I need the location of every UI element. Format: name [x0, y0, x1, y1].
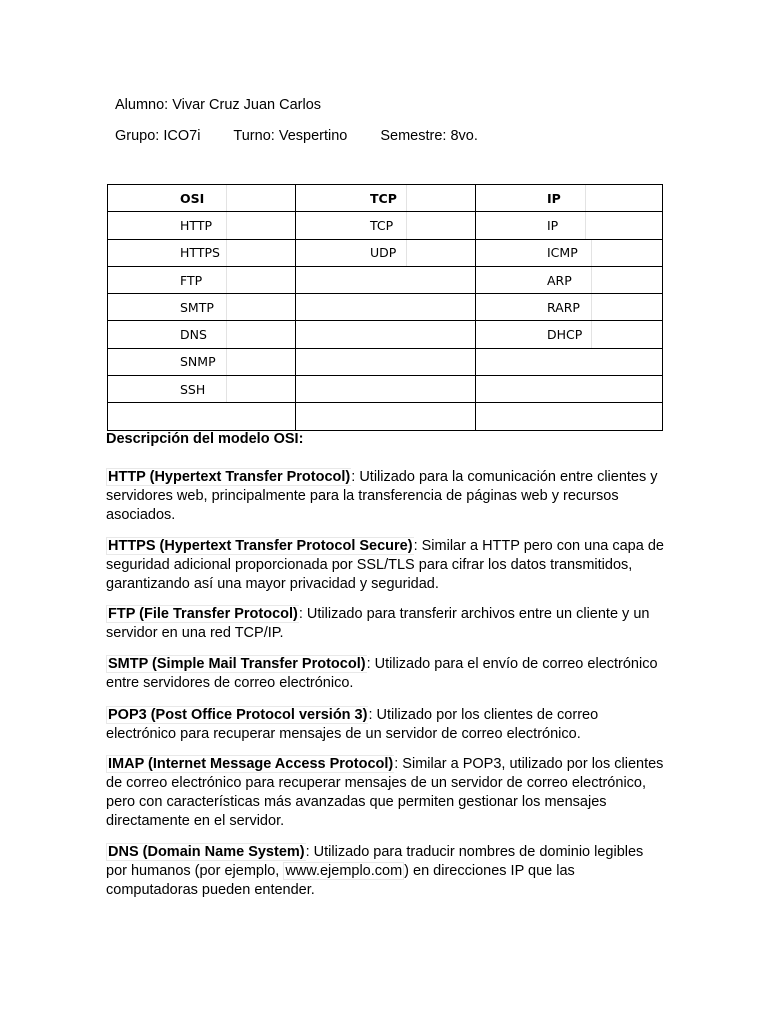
table-cell	[108, 403, 296, 430]
table-cell	[296, 321, 476, 348]
example-link[interactable]: www.ejemplo.com	[285, 863, 403, 879]
table-cell	[296, 348, 476, 375]
table-header-cell	[296, 185, 476, 212]
table-cell	[296, 266, 476, 293]
description-paragraph	[106, 843, 666, 900]
table-cell	[296, 403, 476, 430]
term-label: HTTP (Hypertext Transfer Protocol)	[108, 469, 351, 485]
table-row	[108, 239, 663, 266]
table-cell	[296, 376, 476, 403]
table-cell-text: TCP	[366, 212, 407, 238]
table-row	[108, 403, 663, 430]
term-label: SMTP (Simple Mail Transfer Protocol)	[108, 656, 366, 672]
table-row	[108, 294, 663, 321]
description-paragraph	[106, 706, 666, 744]
table-row	[108, 376, 663, 403]
table-cell	[476, 321, 663, 348]
table-cell-text: DNS	[176, 321, 227, 347]
table-cell	[108, 376, 296, 403]
group-label: Grupo: ICO7i	[115, 128, 201, 144]
shift-label: Turno: Vespertino	[233, 128, 348, 144]
description-paragraph	[106, 468, 666, 525]
semester-label: Semestre: 8vo.	[380, 128, 478, 144]
description-text: : Similar a HTTP pero con una capa de seguridad adicional proporcionada por SSL/TLS para cifrar los datos transmitidos, garantizando así una mayor privacidad y seguridad.	[106, 538, 664, 592]
table-cell	[476, 294, 663, 321]
table-cell	[476, 403, 663, 430]
table-row	[108, 266, 663, 293]
table-header-cell	[476, 185, 663, 212]
table-cell	[108, 348, 296, 375]
table-cell-text: SNMP	[176, 349, 227, 375]
description-text: : Utilizado por los clientes de correo electrónico para recuperar mensajes de un servidor de correo electrónico.	[106, 707, 599, 742]
term-label: IMAP (Internet Message Access Protocol)	[108, 756, 394, 772]
table-cell	[108, 294, 296, 321]
osi-header: OSI	[176, 185, 227, 211]
table-cell	[476, 212, 663, 239]
table-cell	[296, 239, 476, 266]
section-title: Descripción del modelo OSI:	[106, 431, 304, 447]
table-cell-text: FTP	[176, 267, 227, 293]
table-cell	[296, 294, 476, 321]
term-label: DNS (Domain Name System)	[108, 844, 305, 860]
table-cell-text: HTTP	[176, 212, 227, 238]
ip-header: IP	[543, 185, 586, 211]
table-cell	[108, 321, 296, 348]
table-cell-text: ICMP	[543, 240, 592, 266]
table-header-row	[108, 185, 663, 212]
description-paragraph	[106, 655, 666, 693]
table-cell	[108, 239, 296, 266]
tcp-header: TCP	[366, 185, 407, 211]
table-cell	[108, 266, 296, 293]
description-text: : Utilizado para la comunicación entre clientes y servidores web, principalmente para la transferencia de páginas web y recursos asociados.	[106, 469, 658, 523]
table-row	[108, 348, 663, 375]
term-label: HTTPS (Hypertext Transfer Protocol Secure)	[108, 538, 413, 554]
table-cell-text: UDP	[366, 240, 407, 266]
table-cell-text: IP	[543, 212, 586, 238]
table-cell-text: RARP	[543, 294, 592, 320]
term-label: POP3 (Post Office Protocol versión 3)	[108, 707, 368, 723]
description-paragraph	[106, 755, 666, 831]
table-cell	[108, 212, 296, 239]
description-paragraph	[106, 605, 666, 643]
description-text: : Utilizado para transferir archivos entre un cliente y un servidor en una red TCP/IP.	[106, 606, 650, 641]
description-text: ) en direcciones IP que las computadoras pueden entender.	[106, 863, 575, 898]
table-row	[108, 321, 663, 348]
student-name: Alumno: Vivar Cruz Juan Carlos	[115, 97, 322, 113]
table-cell	[476, 239, 663, 266]
term-label: FTP (File Transfer Protocol)	[108, 606, 298, 622]
description-text: : Utilizado para traducir nombres de dominio legibles por humanos (por ejemplo,	[106, 844, 644, 879]
description-text: : Similar a POP3, utilizado por los clientes de correo electrónico para recuperar mensajes de un servidor de correo electrónico, pero con características más avanzadas que permiten gestionar los mensajes directamente en el servidor.	[106, 756, 664, 829]
table-row	[108, 212, 663, 239]
description-text: : Utilizado para el envío de correo electrónico entre servidores de correo electrónico.	[106, 656, 658, 691]
description-paragraph	[106, 537, 666, 594]
table-cell	[296, 212, 476, 239]
table-cell-text: SMTP	[176, 294, 227, 320]
table-cell	[476, 266, 663, 293]
table-cell-text: ARP	[543, 267, 592, 293]
student-info-line	[115, 127, 478, 145]
table-cell	[476, 376, 663, 403]
table-header-cell	[108, 185, 296, 212]
protocol-table	[107, 184, 663, 431]
table-cell-text: HTTPS	[176, 240, 227, 266]
table-cell	[476, 348, 663, 375]
table-cell-text: SSH	[176, 376, 227, 402]
table-cell-text: DHCP	[543, 321, 592, 347]
